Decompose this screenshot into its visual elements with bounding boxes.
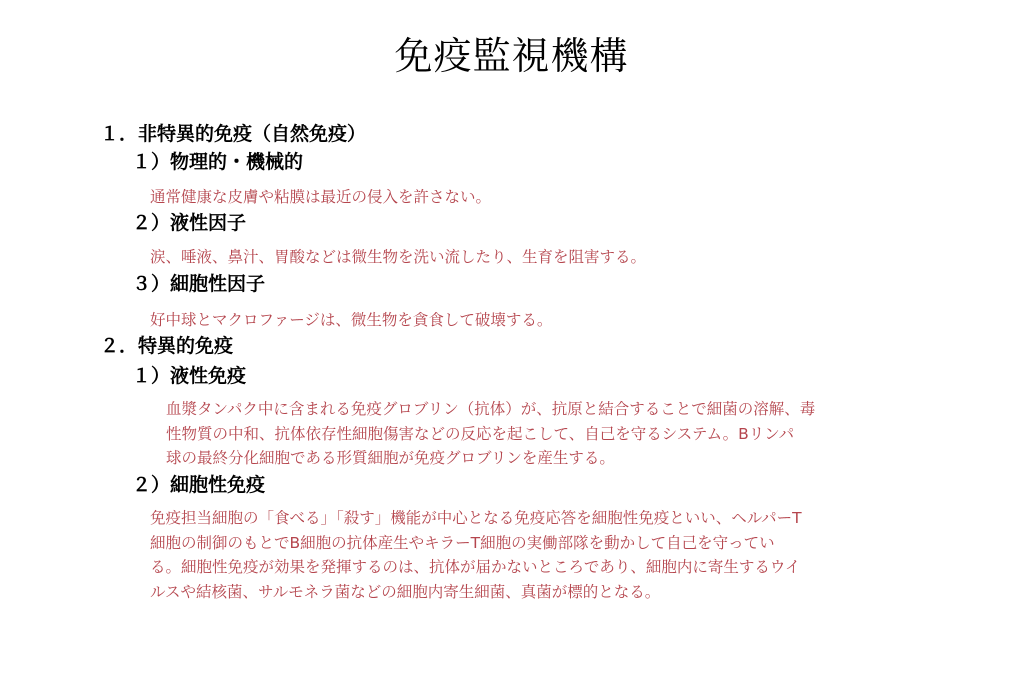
description-humoral-immunity bbox=[166, 397, 815, 471]
description-physical-mechanical: 通常健康な皮膚や粘膜は最近の侵入を許さない。 bbox=[150, 188, 492, 206]
section-heading-nonspecific-immunity: １．非特異的免疫（自然免疫） bbox=[100, 123, 367, 145]
description-line: 性物質の中和、抗体依存性細胞傷害などの反応を起こして、自己を守るシステム。Bリンパ bbox=[166, 424, 795, 443]
subsection-heading-physical-mechanical: １）物理的・機械的 bbox=[132, 151, 304, 173]
description-line: 細胞の制御のもとでB細胞の抗体産生やキラーT細胞の実働部隊を動かして自己を守ってい bbox=[150, 533, 775, 552]
description-cellular-factors: 好中球とマクロファージは、微生物を貪食して破壊する。 bbox=[150, 311, 553, 329]
description-line: る。細胞性免疫が効果を発揮するのは、抗体が届かないところであり、細胞内に寄生するウイ bbox=[150, 558, 801, 576]
description-humoral-factors: 涙、唾液、鼻汁、胃酸などは微生物を洗い流したり、生育を阻害する。 bbox=[150, 248, 647, 266]
description-line: 球の最終分化細胞である形質細胞が免疫グロブリンを産生する。 bbox=[166, 449, 615, 467]
description-cellular-immunity bbox=[150, 506, 802, 604]
description-line: ルスや結核菌、サルモネラ菌などの細胞内寄生細菌、真菌が標的となる。 bbox=[150, 582, 661, 601]
subsection-heading-humoral-factors: ２）液性因子 bbox=[132, 212, 247, 234]
description-line: 血漿タンパク中に含まれる免疫グロブリン（抗体）が、抗原と結合することで細菌の溶解、毒 bbox=[166, 400, 816, 418]
subsection-heading-cellular-immunity: ２）細胞性免疫 bbox=[132, 474, 266, 496]
description-line: 免疫担当細胞の「食べる」「殺す」機能が中心となる免疫応答を細胞性免疫といい、ヘルパーT bbox=[150, 509, 802, 527]
subsection-heading-humoral-immunity: １）液性免疫 bbox=[132, 365, 247, 387]
subsection-heading-cellular-factors: ３）細胞性因子 bbox=[132, 273, 266, 295]
page-title: 免疫監視機構 bbox=[394, 34, 629, 78]
section-heading-specific-immunity: ２．特異的免疫 bbox=[100, 335, 234, 357]
